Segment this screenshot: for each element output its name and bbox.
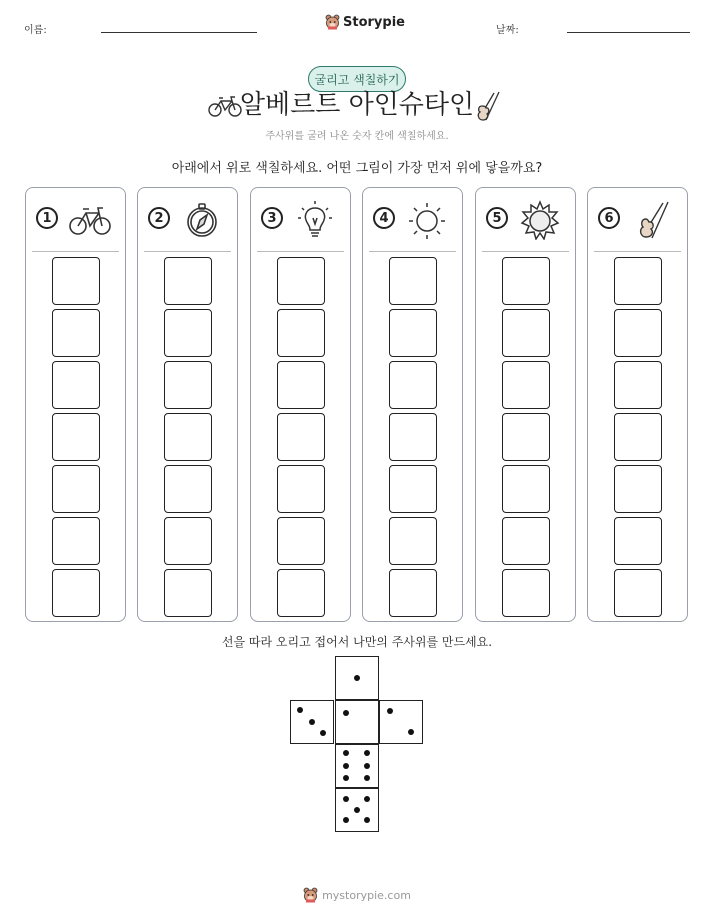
color-cell[interactable] [614,569,662,617]
color-cell[interactable] [502,517,550,565]
die-net [290,656,424,834]
column-divider [32,251,119,252]
die-face [335,656,379,700]
die-face [290,700,334,744]
color-cell[interactable] [614,309,662,357]
column-2 [137,187,238,622]
color-cell[interactable] [277,465,325,513]
sun-icon [405,200,449,240]
activity-badge: 굴리고 색칠하기 [308,66,406,92]
color-cell[interactable] [52,569,100,617]
color-cell[interactable] [277,361,325,409]
column-header [251,188,350,251]
die-pip [343,750,349,756]
die-pip [343,775,349,781]
color-cell[interactable] [164,413,212,461]
column-number: 4 [373,207,395,229]
column-6 [587,187,688,622]
color-cell[interactable] [502,309,550,357]
color-cell[interactable] [52,309,100,357]
color-cell[interactable] [614,517,662,565]
die-face [335,788,379,832]
sun-burst-icon [518,200,562,240]
die-pip [343,796,349,802]
color-cell[interactable] [614,413,662,461]
column-header [476,188,575,251]
die-pip [408,729,414,735]
column-divider [257,251,344,252]
color-cell[interactable] [52,257,100,305]
brand-logo [325,14,405,30]
die-pip [297,707,303,713]
die-pip [320,730,326,736]
color-cell[interactable] [389,309,437,357]
color-cell[interactable] [164,309,212,357]
bicycle-icon [68,200,112,240]
page-title: 알베르트 아인슈타인 [239,90,475,120]
die-pip [387,708,393,714]
color-cell[interactable] [52,465,100,513]
column-number: 6 [598,207,620,229]
color-cell[interactable] [52,413,100,461]
color-cell[interactable] [502,569,550,617]
name-line [101,32,257,33]
bear-logo-icon [325,14,340,30]
color-cell[interactable] [277,569,325,617]
die-pip [343,710,349,716]
color-cell[interactable] [164,361,212,409]
color-cell[interactable] [164,257,212,305]
violin-icon [474,90,502,124]
color-cell[interactable] [502,361,550,409]
die-pip [343,817,349,823]
die-pip [364,796,370,802]
die-pip [354,675,360,681]
color-cell[interactable] [502,413,550,461]
brand-name: Storypie [343,14,405,30]
column-divider [482,251,569,252]
footer-url: mystorypie.com [322,888,411,902]
color-cell[interactable] [277,309,325,357]
color-cell[interactable] [277,257,325,305]
column-4 [362,187,463,622]
column-divider [144,251,231,252]
column-divider [594,251,681,252]
die-pip [354,807,360,813]
color-cell[interactable] [164,517,212,565]
color-cell[interactable] [277,413,325,461]
color-cell[interactable] [389,361,437,409]
die-pip [343,763,349,769]
fold-instruction: 선을 따라 오리고 접어서 나만의 주사위를 만드세요. [221,635,493,649]
die-face [335,744,379,788]
page-subtitle: 주사위를 굴려 나온 숫자 칸에 색칠하세요. [265,131,449,142]
color-cell[interactable] [164,465,212,513]
color-cell[interactable] [389,517,437,565]
column-1 [25,187,126,622]
die-pip [364,775,370,781]
color-cell[interactable] [389,465,437,513]
color-cell[interactable] [52,361,100,409]
column-header [363,188,462,251]
color-cell[interactable] [502,465,550,513]
die-pip [364,817,370,823]
color-cell[interactable] [389,569,437,617]
column-header [588,188,687,251]
column-number: 1 [36,207,58,229]
die-face [379,700,423,744]
color-cell[interactable] [614,465,662,513]
column-5 [475,187,576,622]
color-cell[interactable] [164,569,212,617]
color-cell[interactable] [389,257,437,305]
date-line [567,32,690,33]
bear-logo-icon [303,887,318,903]
color-cell[interactable] [52,517,100,565]
die-pip [364,750,370,756]
column-number: 5 [486,207,508,229]
column-number: 2 [148,207,170,229]
column-divider [369,251,456,252]
name-label: 이름: [24,25,47,36]
column-header [138,188,237,251]
column-3 [250,187,351,622]
die-pip [309,719,315,725]
column-header [26,188,125,251]
instruction-text: 아래에서 위로 색칠하세요. 어떤 그림이 가장 먼저 위에 닿을까요? [171,161,543,176]
die-face [335,700,379,744]
color-cell[interactable] [277,517,325,565]
lightbulb-icon [293,200,337,240]
color-cell[interactable] [502,257,550,305]
violin-icon [630,200,674,240]
color-cell[interactable] [614,257,662,305]
date-label: 날짜: [496,25,519,36]
color-cell[interactable] [614,361,662,409]
die-pip [364,763,370,769]
column-number: 3 [261,207,283,229]
compass-icon [180,200,224,240]
color-cell[interactable] [389,413,437,461]
footer [0,887,714,903]
